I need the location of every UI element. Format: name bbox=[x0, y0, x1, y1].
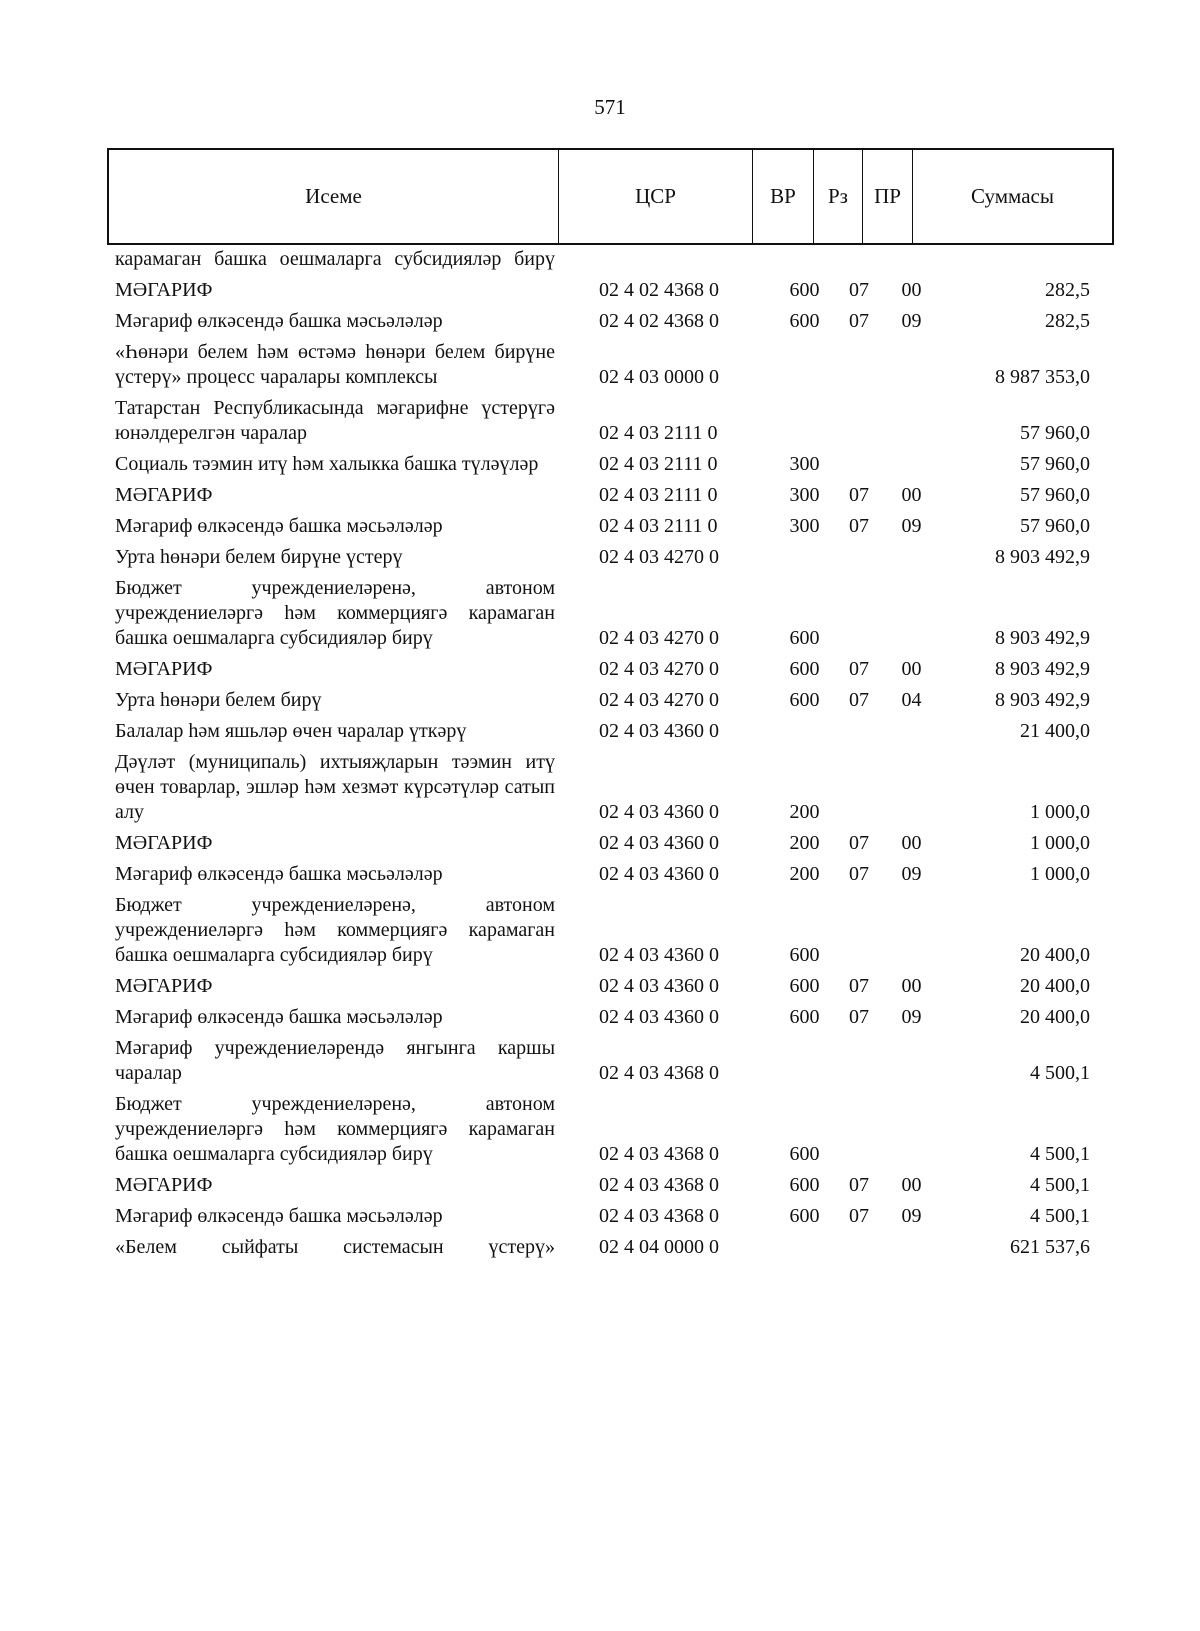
row-name: МӘГАРИФ bbox=[115, 658, 213, 680]
table-row bbox=[0, 887, 1200, 968]
table-row bbox=[0, 1167, 1200, 1198]
row-vr: 600 bbox=[789, 689, 820, 711]
row-pr: 00 bbox=[901, 279, 922, 301]
row-sum: 20 400,0 bbox=[1020, 975, 1090, 997]
row-name: Урта һөнәри белем бирүне үстерү bbox=[115, 546, 403, 568]
row-csr: 02 4 02 4368 0 bbox=[599, 279, 719, 301]
row-rz bbox=[830, 452, 888, 477]
row-csr: 02 4 03 2111 0 bbox=[599, 484, 718, 506]
row-pr: 00 bbox=[901, 1174, 922, 1196]
header-rz: Рз bbox=[814, 150, 863, 243]
row-name: «Һөнәри белем һәм өстәмә һөнәри белем бирүне үстерү» процесс чаралары комплексы bbox=[115, 341, 555, 388]
row-sum: 57 960,0 bbox=[1020, 453, 1090, 475]
row-csr: 02 4 03 0000 0 bbox=[599, 366, 719, 388]
row-csr: 02 4 03 4368 0 bbox=[599, 1062, 719, 1084]
row-name: Мәгариф өлкәсендә башка мәсьәләләр bbox=[115, 863, 443, 885]
row-pr: 09 bbox=[901, 863, 922, 885]
row-name: карамаган башка оешмаларга субсидияләр бирү bbox=[115, 248, 555, 270]
table-row bbox=[0, 744, 1200, 825]
table-row bbox=[0, 247, 1200, 272]
row-pr: 09 bbox=[901, 515, 922, 537]
row-sum: 282,5 bbox=[1045, 310, 1090, 332]
row-pr bbox=[888, 396, 935, 446]
row-name: МӘГАРИФ bbox=[115, 279, 213, 301]
row-pr bbox=[888, 1092, 935, 1167]
row-pr bbox=[888, 576, 935, 651]
row-name: Мәгариф өлкәсендә башка мәсьәләләр bbox=[115, 310, 443, 332]
row-csr: 02 4 03 4360 0 bbox=[599, 720, 719, 742]
row-pr: 00 bbox=[901, 658, 922, 680]
row-name: Бюджет учреждениеләренә, автоном учреждениеләргә һәм коммерциягә карамаган башка оешмаларга субсидияләр бирү bbox=[115, 894, 555, 966]
header-name: Исеме bbox=[109, 150, 559, 243]
table-row bbox=[0, 825, 1200, 856]
row-vr: 600 bbox=[789, 310, 820, 332]
row-name: Мәгариф өлкәсендә башка мәсьәләләр bbox=[115, 515, 443, 537]
row-csr: 02 4 03 4360 0 bbox=[599, 832, 719, 854]
row-csr: 02 4 03 4270 0 bbox=[599, 627, 719, 649]
table-row bbox=[0, 1198, 1200, 1229]
table-row bbox=[0, 651, 1200, 682]
table-row bbox=[0, 272, 1200, 303]
row-sum: 1 000,0 bbox=[1030, 832, 1090, 854]
table-row bbox=[0, 856, 1200, 887]
row-csr: 02 4 03 4360 0 bbox=[599, 944, 719, 966]
row-name: МӘГАРИФ bbox=[115, 975, 213, 997]
row-sum: 4 500,1 bbox=[1030, 1062, 1090, 1084]
row-csr: 02 4 03 4368 0 bbox=[599, 1174, 719, 1196]
row-rz: 07 bbox=[849, 658, 869, 680]
row-sum: 1 000,0 bbox=[1030, 801, 1090, 823]
row-rz: 07 bbox=[849, 1174, 869, 1196]
row-csr: 02 4 03 2111 0 bbox=[599, 453, 718, 475]
row-rz bbox=[830, 1092, 888, 1167]
row-csr: 02 4 03 4368 0 bbox=[599, 1143, 719, 1165]
row-sum: 57 960,0 bbox=[1020, 422, 1090, 444]
row-sum: 4 500,1 bbox=[1030, 1174, 1090, 1196]
row-vr: 600 bbox=[789, 1174, 820, 1196]
row-name: Урта һөнәри белем бирү bbox=[115, 689, 322, 711]
table-header bbox=[107, 148, 1114, 245]
row-sum: 8 987 353,0 bbox=[995, 366, 1090, 388]
table-row bbox=[0, 539, 1200, 570]
row-csr: 02 4 03 2111 0 bbox=[599, 422, 718, 444]
row-sum: 20 400,0 bbox=[1020, 944, 1090, 966]
table-row bbox=[0, 713, 1200, 744]
row-csr: 02 4 03 2111 0 bbox=[599, 515, 718, 537]
table-body bbox=[0, 247, 1200, 1260]
row-rz bbox=[830, 396, 888, 446]
row-sum: 8 903 492,9 bbox=[995, 658, 1090, 680]
row-pr: 09 bbox=[901, 1205, 922, 1227]
row-name: Мәгариф өлкәсендә башка мәсьәләләр bbox=[115, 1205, 443, 1227]
row-pr: 09 bbox=[901, 1006, 922, 1028]
table-row bbox=[0, 999, 1200, 1030]
table-row bbox=[0, 570, 1200, 651]
row-vr: 300 bbox=[789, 484, 820, 506]
row-vr: 600 bbox=[789, 1205, 820, 1227]
row-vr: 600 bbox=[789, 279, 820, 301]
table-row bbox=[0, 1030, 1200, 1086]
row-sum: 8 903 492,9 bbox=[995, 546, 1090, 568]
row-rz bbox=[830, 247, 888, 272]
row-rz: 07 bbox=[849, 484, 869, 506]
row-rz bbox=[830, 1036, 888, 1086]
row-name: Дәүләт (муниципаль) ихтыяҗларын тәэмин итү өчен товарлар, эшләр һәм хезмәт күрсәтүләр сатып алу bbox=[115, 751, 555, 823]
page-number: 571 bbox=[594, 95, 626, 119]
row-rz: 07 bbox=[849, 863, 869, 885]
table-row bbox=[0, 303, 1200, 334]
row-name: Татарстан Республикасында мәгарифне үстерүгә юнәлдерелгән чаралар bbox=[115, 397, 555, 444]
row-csr: 02 4 03 4360 0 bbox=[599, 975, 719, 997]
row-csr: 02 4 03 4360 0 bbox=[599, 801, 719, 823]
row-name: МӘГАРИФ bbox=[115, 484, 213, 506]
row-vr: 300 bbox=[789, 515, 820, 537]
row-sum: 282,5 bbox=[1045, 279, 1090, 301]
row-name: Балалар һәм яшьләр өчен чаралар үткәрү bbox=[115, 720, 467, 742]
row-name: Социаль тәэмин итү һәм халыкка башка түләүләр bbox=[115, 453, 539, 475]
row-sum: 57 960,0 bbox=[1020, 515, 1090, 537]
row-pr bbox=[888, 1036, 935, 1086]
row-sum: 20 400,0 bbox=[1020, 1006, 1090, 1028]
row-rz bbox=[830, 893, 888, 968]
row-csr: 02 4 03 4270 0 bbox=[599, 689, 719, 711]
row-csr: 02 4 03 4360 0 bbox=[599, 1006, 719, 1028]
row-vr: 600 bbox=[789, 1143, 820, 1165]
row-vr bbox=[779, 247, 830, 272]
row-sum: 621 537,6 bbox=[1010, 1236, 1090, 1258]
row-rz bbox=[830, 1235, 888, 1260]
row-rz: 07 bbox=[849, 310, 869, 332]
row-pr: 00 bbox=[901, 484, 922, 506]
row-sum: 4 500,1 bbox=[1030, 1143, 1090, 1165]
row-vr bbox=[779, 1235, 830, 1260]
row-pr bbox=[888, 247, 935, 272]
row-name: Мәгариф учреждениеләрендә янгынга каршы чаралар bbox=[115, 1037, 555, 1084]
table-row bbox=[0, 508, 1200, 539]
row-sum bbox=[935, 247, 1090, 272]
row-name: «Белем сыйфаты системасын үстерү» bbox=[115, 1236, 555, 1258]
row-name: МӘГАРИФ bbox=[115, 1174, 213, 1196]
row-vr: 200 bbox=[789, 801, 820, 823]
row-name: Бюджет учреждениеләренә, автоном учреждениеләргә һәм коммерциягә карамаган башка оешмаларга субсидияләр бирү bbox=[115, 577, 555, 649]
row-sum: 4 500,1 bbox=[1030, 1205, 1090, 1227]
row-csr: 02 4 03 4270 0 bbox=[599, 546, 719, 568]
row-vr bbox=[779, 340, 830, 390]
row-vr: 300 bbox=[789, 453, 820, 475]
row-rz: 07 bbox=[849, 279, 869, 301]
row-rz: 07 bbox=[849, 1006, 869, 1028]
header-vr: ВР bbox=[753, 150, 814, 243]
row-csr: 02 4 03 4368 0 bbox=[599, 1205, 719, 1227]
row-pr: 09 bbox=[901, 310, 922, 332]
row-sum: 21 400,0 bbox=[1020, 720, 1090, 742]
row-pr bbox=[888, 893, 935, 968]
header-sum: Суммасы bbox=[971, 184, 1054, 208]
row-pr bbox=[888, 340, 935, 390]
row-rz: 07 bbox=[849, 1205, 869, 1227]
row-rz: 07 bbox=[849, 832, 869, 854]
row-vr: 600 bbox=[789, 627, 820, 649]
row-csr: 02 4 04 0000 0 bbox=[599, 1236, 719, 1258]
row-pr bbox=[888, 1235, 935, 1260]
row-vr: 200 bbox=[789, 863, 820, 885]
table-row bbox=[0, 446, 1200, 477]
row-pr bbox=[888, 452, 935, 477]
row-rz bbox=[830, 576, 888, 651]
row-csr: 02 4 02 4368 0 bbox=[599, 310, 719, 332]
row-vr: 600 bbox=[789, 658, 820, 680]
table-row bbox=[0, 968, 1200, 999]
row-rz bbox=[830, 719, 888, 744]
table-row bbox=[0, 1086, 1200, 1167]
table-row bbox=[0, 1229, 1200, 1260]
row-vr: 600 bbox=[789, 975, 820, 997]
row-vr bbox=[779, 396, 830, 446]
table-row bbox=[0, 390, 1200, 446]
row-pr: 04 bbox=[901, 689, 922, 711]
row-vr bbox=[779, 719, 830, 744]
row-pr: 00 bbox=[901, 975, 922, 997]
row-vr: 600 bbox=[789, 944, 820, 966]
row-rz bbox=[830, 545, 888, 570]
table-row bbox=[0, 334, 1200, 390]
row-vr: 200 bbox=[789, 832, 820, 854]
row-rz: 07 bbox=[849, 689, 869, 711]
row-name: Бюджет учреждениеләренә, автоном учреждениеләргә һәм коммерциягә карамаган башка оешмаларга субсидияләр бирү bbox=[115, 1093, 555, 1165]
row-vr bbox=[779, 545, 830, 570]
header-csr: ЦСР bbox=[559, 150, 753, 243]
row-sum: 57 960,0 bbox=[1020, 484, 1090, 506]
row-rz: 07 bbox=[849, 515, 869, 537]
row-rz: 07 bbox=[849, 975, 869, 997]
row-sum: 8 903 492,9 bbox=[995, 627, 1090, 649]
row-pr bbox=[888, 750, 935, 825]
row-sum: 1 000,0 bbox=[1030, 863, 1090, 885]
row-rz bbox=[830, 340, 888, 390]
row-pr: 00 bbox=[901, 832, 922, 854]
header-pr: ПР bbox=[863, 150, 913, 243]
row-pr bbox=[888, 719, 935, 744]
table-row bbox=[0, 682, 1200, 713]
row-csr: 02 4 03 4360 0 bbox=[599, 863, 719, 885]
row-sum: 8 903 492,9 bbox=[995, 689, 1090, 711]
row-csr: 02 4 03 4270 0 bbox=[599, 658, 719, 680]
row-name: МӘГАРИФ bbox=[115, 832, 213, 854]
row-vr: 600 bbox=[789, 1006, 820, 1028]
row-pr bbox=[888, 545, 935, 570]
row-name: Мәгариф өлкәсендә башка мәсьәләләр bbox=[115, 1006, 443, 1028]
row-rz bbox=[830, 750, 888, 825]
table-row bbox=[0, 477, 1200, 508]
row-csr bbox=[585, 247, 779, 272]
row-vr bbox=[779, 1036, 830, 1086]
